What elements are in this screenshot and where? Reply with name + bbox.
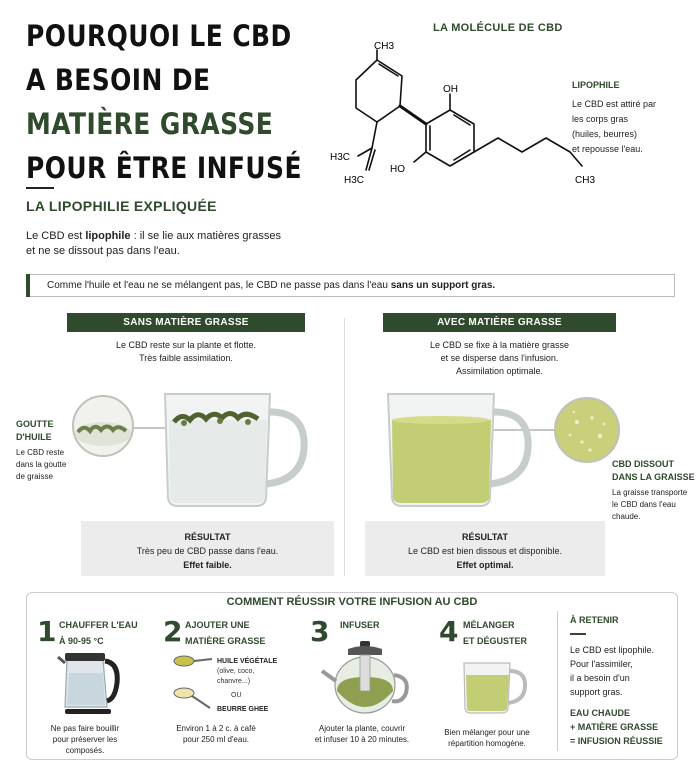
left-desc-line-1: Le CBD reste sur la plante et flotte. bbox=[115, 340, 257, 350]
banner-text: Comme l'huile et l'eau ne se mélangent pas, le CBD ne passe pas dans l'eau bbox=[47, 280, 391, 291]
left-result-text: Très peu de CBD passe dans l'eau. bbox=[136, 546, 279, 556]
retain-line-4: support gras. bbox=[570, 686, 623, 697]
retain-line-1: Le CBD est lipophile. bbox=[570, 644, 655, 655]
left-result-title: RÉSULTAT bbox=[184, 532, 231, 542]
left-desc-line-2: Très faible assimilation. bbox=[139, 353, 233, 363]
step-3-cap-1: Ajouter la plante, couvrir bbox=[318, 724, 406, 733]
right-desc-line-3: Assimilation optimale. bbox=[455, 366, 544, 376]
lipophile-line-2: les corps gras bbox=[572, 114, 629, 124]
step-2-title-2: MATIÈRE GRASSE bbox=[185, 636, 266, 646]
step-2-cap-1: Environ 1 à 2 c. à café bbox=[176, 724, 256, 733]
oil-drop-text-2: dans la goutte bbox=[16, 460, 67, 469]
step-4-caption bbox=[437, 727, 537, 749]
step-3-cap-2: et infuser 10 à 20 minutes. bbox=[314, 735, 410, 744]
step-4-title-2: ET DÉGUSTER bbox=[463, 636, 528, 646]
right-description bbox=[383, 339, 616, 378]
h3c-bottom-label: H3C bbox=[344, 175, 365, 186]
ch3-top-label: CH3 bbox=[374, 41, 395, 52]
title-line-2: A BESOIN DE bbox=[26, 63, 211, 97]
right-section-header: AVEC MATIÈRE GRASSE bbox=[383, 313, 616, 332]
retain-rule bbox=[570, 633, 586, 635]
retain-bold-1: EAU CHAUDE bbox=[570, 707, 631, 718]
retain-line-3: il a besoin d'un bbox=[570, 672, 630, 683]
retain-line-2: Pour l'assimiler, bbox=[570, 658, 633, 669]
info-banner bbox=[26, 274, 675, 297]
banner-bold: sans un support gras. bbox=[390, 280, 496, 291]
oil-drop-callout bbox=[16, 418, 76, 483]
right-result-title: RÉSULTAT bbox=[462, 532, 508, 542]
retain-bold-2: + MATIÈRE GRASSE bbox=[570, 721, 659, 732]
ho-bottom-label: HO bbox=[390, 164, 405, 175]
page-title bbox=[26, 14, 302, 190]
left-result-box bbox=[81, 521, 334, 576]
step-1-cap-1: Ne pas faire bouillir bbox=[50, 724, 120, 733]
lipophile-line-1: Le CBD est attiré par bbox=[572, 99, 657, 109]
title-line-4: POUR ÊTRE INFUSÉ bbox=[26, 151, 302, 185]
cbd-dissolved-callout bbox=[612, 458, 697, 523]
step-1-title-2: À 90-95 °C bbox=[59, 636, 104, 646]
retain-panel bbox=[570, 615, 675, 748]
retain-divider bbox=[557, 611, 558, 751]
oil-option-desc-2: chanvre...) bbox=[217, 678, 251, 685]
right-result-text: Le CBD est bien dissous et disponible. bbox=[407, 546, 563, 556]
left-section-header: SANS MATIÈRE GRASSE bbox=[67, 313, 305, 332]
right-result-box bbox=[365, 521, 605, 576]
right-result-bold: Effet optimal. bbox=[456, 560, 514, 570]
title-line-3: MATIÈRE GRASSE bbox=[26, 107, 274, 141]
lipophile-title: LIPOPHILE bbox=[572, 80, 620, 90]
howto-panel bbox=[26, 592, 678, 760]
step-3-number: 3 bbox=[310, 615, 330, 648]
step-1-title-1: CHAUFFER L'EAU bbox=[59, 620, 138, 630]
oil-drop-text-3: de graisse bbox=[16, 472, 53, 481]
comparison-divider bbox=[344, 318, 345, 576]
step-2-title-1: AJOUTER UNE bbox=[185, 620, 250, 630]
dissolved-text-2: le CBD dans l'eau bbox=[612, 500, 676, 509]
ch3-right-label: CH3 bbox=[575, 175, 596, 186]
dissolved-title-1: CBD DISSOUT bbox=[612, 459, 675, 469]
oil-option-title: HUILE VÉGÉTALE bbox=[217, 658, 278, 665]
oil-option bbox=[217, 657, 297, 687]
oh-top-label: OH bbox=[443, 84, 458, 95]
step-3-title: INFUSER bbox=[340, 620, 380, 630]
step-2-caption bbox=[161, 723, 271, 745]
step-4-number: 4 bbox=[439, 615, 459, 648]
step-2-title bbox=[185, 617, 265, 649]
or-label: OU bbox=[231, 692, 242, 699]
retain-bold-3: = INFUSION RÉUSSIE bbox=[570, 735, 663, 746]
step-4-title-1: MÉLANGER bbox=[463, 620, 515, 630]
step-1-title bbox=[59, 617, 138, 649]
h3c-left-label: H3C bbox=[330, 152, 351, 163]
title-line-1: POURQUOI LE CBD bbox=[26, 19, 292, 53]
cbd-molecule-diagram bbox=[320, 38, 600, 198]
subtitle: LA LIPOPHILIE EXPLIQUÉE bbox=[26, 198, 217, 214]
intro-line-2: et ne se dissout pas dans l'eau. bbox=[26, 245, 180, 257]
intro-text bbox=[26, 229, 326, 259]
step-1-caption bbox=[35, 723, 135, 756]
intro-post: : il se lie aux matières grasses bbox=[130, 230, 281, 242]
right-desc-line-2: et se disperse dans l'infusion. bbox=[440, 353, 559, 363]
left-result-bold: Effet faible. bbox=[183, 560, 232, 570]
intro-bold: lipophile bbox=[85, 230, 131, 242]
mug-icon bbox=[460, 657, 528, 715]
lipophile-line-3: (huiles, beurres) bbox=[572, 129, 638, 139]
intro-pre: Le CBD est bbox=[26, 230, 86, 242]
step-4-title bbox=[463, 617, 527, 649]
teapot-icon bbox=[320, 641, 410, 717]
spoons-icon bbox=[170, 653, 214, 711]
oil-drop-text-1: Le CBD reste bbox=[16, 448, 65, 457]
right-desc-line-1: Le CBD se fixe à la matière grasse bbox=[429, 340, 570, 350]
mug-without-fat-illustration bbox=[70, 380, 320, 515]
step-4-cap-1: Bien mélanger pour une bbox=[444, 728, 530, 737]
step-1-cap-2: pour préserver les bbox=[52, 735, 118, 744]
retain-title: À RETENIR bbox=[570, 615, 619, 625]
oil-drop-title-2: D'HUILE bbox=[16, 432, 52, 442]
step-1-number: 1 bbox=[37, 615, 57, 648]
step-4-cap-2: répartition homogène. bbox=[448, 739, 526, 748]
left-description bbox=[67, 339, 305, 365]
mug-with-fat-illustration bbox=[378, 380, 628, 515]
lipophile-line-4: et repousse l'eau. bbox=[572, 144, 643, 154]
ghee-option: BEURRE GHEE bbox=[217, 706, 269, 713]
step-2-cap-2: pour 250 ml d'eau. bbox=[182, 735, 249, 744]
dissolved-title-2: DANS LA GRAISSE bbox=[612, 472, 695, 482]
lipophile-text bbox=[572, 97, 682, 157]
step-3-caption bbox=[307, 723, 417, 745]
oil-drop-title-1: GOUTTE bbox=[16, 419, 54, 429]
molecule-title: LA MOLÉCULE DE CBD bbox=[433, 22, 563, 34]
oil-option-desc-1: (olive, coco, bbox=[217, 668, 255, 675]
dissolved-text-3: chaude. bbox=[612, 512, 641, 521]
title-divider bbox=[26, 187, 54, 189]
howto-title: COMMENT RÉUSSIR VOTRE INFUSION AU CBD bbox=[226, 596, 478, 608]
dissolved-text-1: La graisse transporte bbox=[612, 488, 688, 497]
step-2-number: 2 bbox=[163, 615, 183, 648]
kettle-icon bbox=[57, 649, 121, 715]
step-1-cap-3: composés. bbox=[65, 746, 105, 755]
